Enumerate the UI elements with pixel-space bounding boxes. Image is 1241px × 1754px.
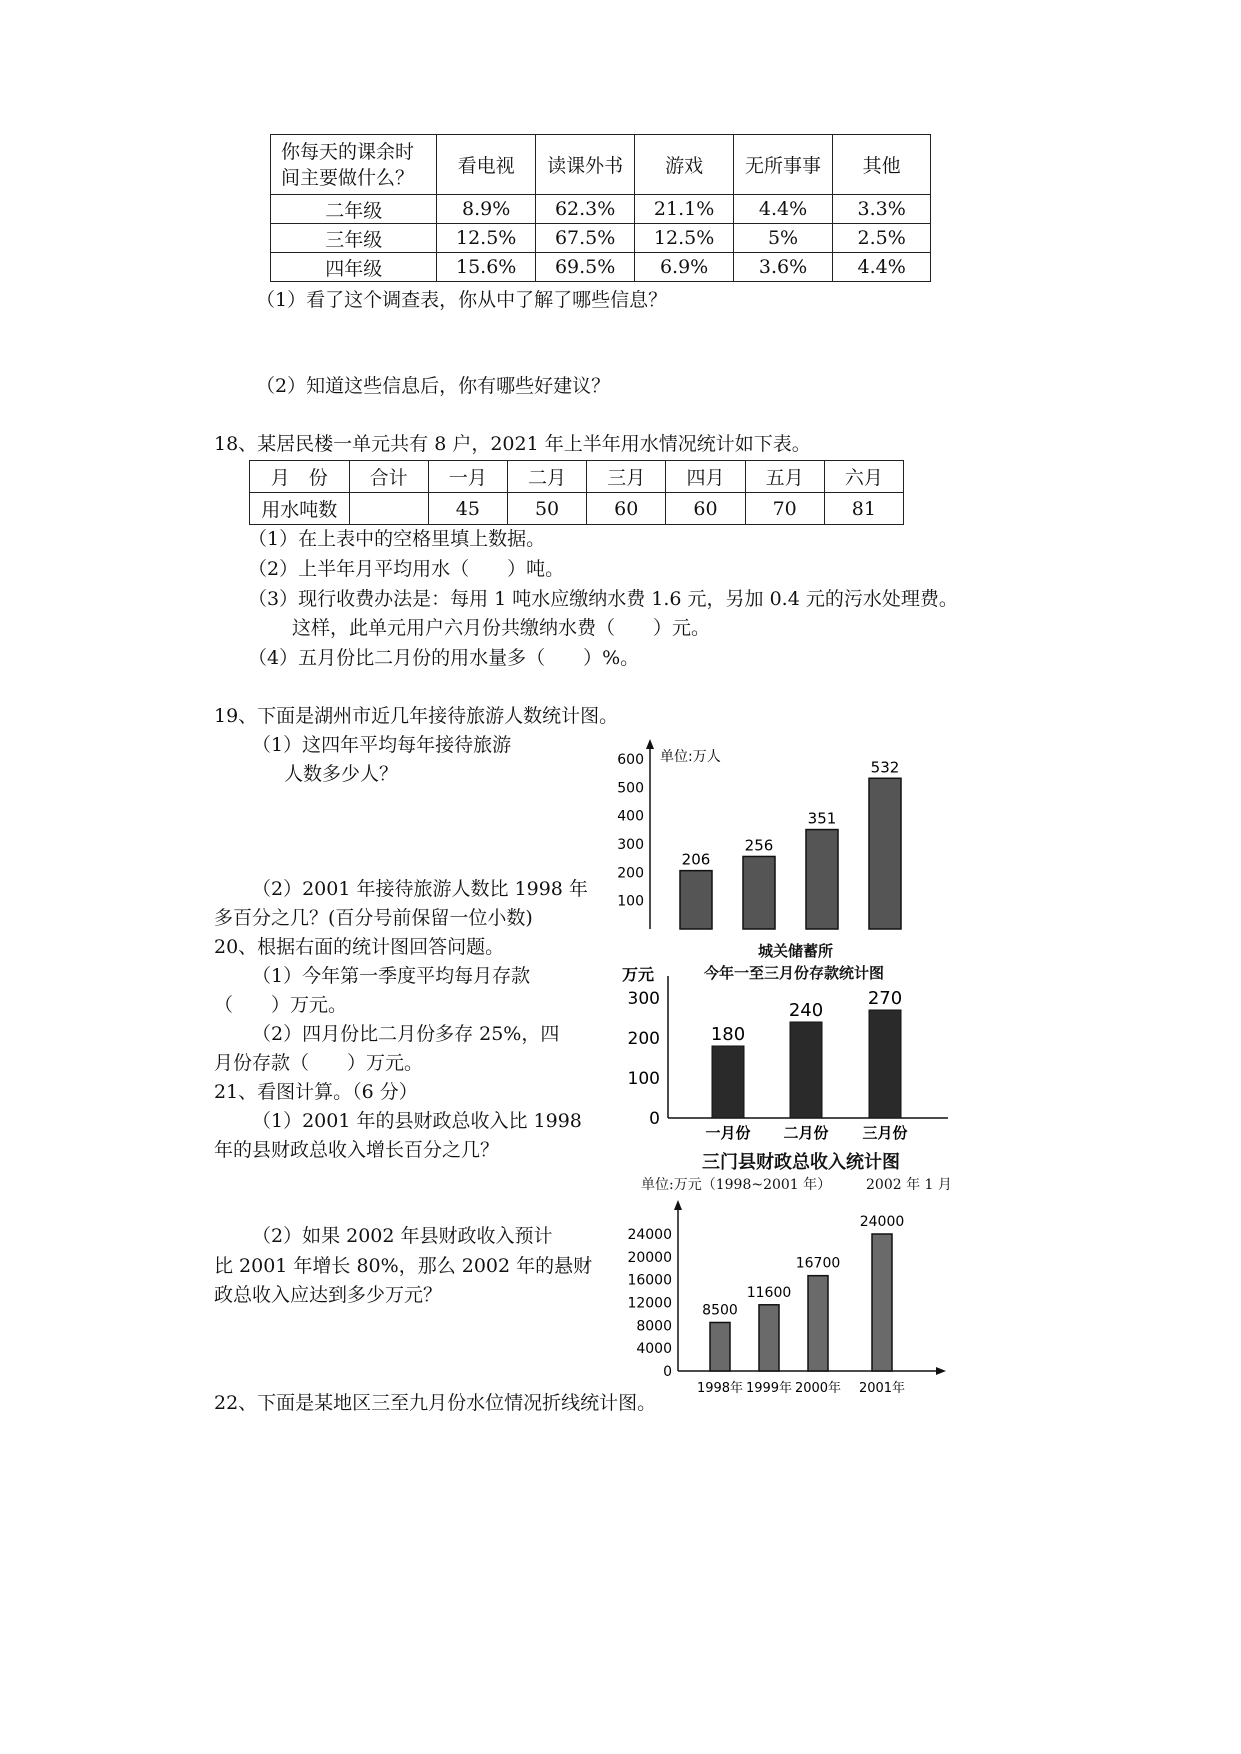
bar-data-label: 240	[788, 1000, 824, 1021]
table-cell: 3.6%	[733, 253, 832, 282]
table-cell: 4.4%	[833, 253, 931, 282]
chart2-title-line1: 城关储蓄所	[758, 942, 834, 960]
water-header-cell: 月 份	[250, 461, 350, 493]
chart2-title-line2: 今年一至三月份存款统计图	[704, 964, 885, 982]
table-cell: 62.3%	[535, 195, 634, 224]
table-cell: 4.4%	[733, 195, 832, 224]
x-tick-label: 1999年	[745, 1381, 793, 1396]
total-blank-cell[interactable]	[349, 493, 428, 525]
water-header-cell: 五月	[745, 461, 824, 493]
x-tick-label: 一月份	[705, 1124, 751, 1142]
bar	[710, 1322, 730, 1371]
y-tick-label: 4000	[636, 1341, 672, 1358]
y-tick-label: 12000	[627, 1295, 672, 1312]
survey-header-cell: 游戏	[635, 135, 733, 195]
survey-table	[270, 134, 931, 282]
bar-data-label: 11600	[746, 1284, 792, 1301]
q22-title: 22、下面是某地区三至九月份水位情况折线统计图。	[214, 1392, 657, 1414]
table-cell: 15.6%	[437, 253, 535, 282]
q20-sub2: （2）四月份比二月份多存 25%，四	[252, 1023, 560, 1045]
table-cell: 8.9%	[437, 195, 535, 224]
q21-sub2-cont2: 政总收入应达到多少万元？	[214, 1284, 443, 1306]
bar-data-label: 8500	[702, 1302, 738, 1319]
y-tick-label: 8000	[636, 1318, 672, 1335]
q19-sub2-cont: 多百分之几？(百分号前保留一位小数)	[214, 907, 533, 929]
y-axis-arrow-icon	[646, 739, 654, 749]
table-row	[250, 493, 904, 525]
table-cell: 三年级	[271, 224, 437, 253]
bar-data-label: 206	[681, 850, 711, 869]
water-table	[249, 460, 904, 525]
chart3-subtitle-right: 2002 年 1 月	[866, 1177, 952, 1193]
water-header-cell: 二月	[507, 461, 586, 493]
bar-data-label: 180	[710, 1024, 746, 1045]
y-tick-label: 600	[617, 752, 644, 768]
bar	[808, 1276, 828, 1371]
x-tick-label: 2001年	[858, 1381, 906, 1396]
q20-sub1: （1）今年第一季度平均每月存款	[252, 965, 531, 987]
table-row	[271, 253, 931, 282]
x-tick-label: 2000年	[794, 1381, 842, 1396]
bar-data-label: 532	[870, 758, 900, 777]
survey-header-cell: 看电视	[437, 135, 535, 195]
y-tick-label: 20000	[627, 1249, 672, 1266]
y-tick-label: 200	[627, 1029, 660, 1049]
y-tick-label: 400	[617, 808, 644, 825]
x-tick-label: 1998年	[696, 1381, 744, 1396]
q17-sub2: （2）知道这些信息后，你有哪些好建议？	[256, 375, 611, 397]
bar	[680, 871, 712, 929]
table-cell: 50	[507, 493, 586, 525]
table-cell: 四年级	[271, 253, 437, 282]
q19-sub1-cont: 人数多少人？	[284, 763, 399, 785]
bar	[869, 778, 901, 929]
q17-sub1: （1）看了这个调查表，你从中了解了哪些信息？	[256, 289, 668, 311]
water-header-cell: 一月	[428, 461, 507, 493]
bar	[806, 830, 838, 929]
x-axis-arrow-icon	[936, 1367, 946, 1375]
savings-bar-chart	[618, 962, 954, 1148]
table-row	[271, 195, 931, 224]
q19-sub1: （1）这四年平均每年接待旅游	[252, 734, 512, 756]
table-cell: 69.5%	[535, 253, 634, 282]
y-tick-label: 100	[617, 893, 644, 910]
table-cell: 12.5%	[437, 224, 535, 253]
water-header-cell: 三月	[587, 461, 666, 493]
q21-sub2: （2）如果 2002 年县财政收入预计	[252, 1225, 553, 1247]
table-cell: 45	[428, 493, 507, 525]
table-cell: 60	[587, 493, 666, 525]
table-cell: 70	[745, 493, 824, 525]
water-header-cell: 六月	[824, 461, 903, 493]
bar	[790, 1022, 822, 1118]
survey-header-cell: 其他	[833, 135, 931, 195]
table-cell: 12.5%	[635, 224, 733, 253]
table-cell: 6.9%	[635, 253, 733, 282]
q18-sub1: （1）在上表中的空格里填上数据。	[248, 528, 546, 550]
chart3-title: 三门县财政总收入统计图	[702, 1152, 900, 1173]
q20-sub1-cont: （ ）万元。	[214, 994, 348, 1016]
y-tick-label: 16000	[627, 1272, 672, 1289]
bar-data-label: 270	[867, 988, 903, 1009]
bar-data-label: 351	[807, 809, 837, 828]
x-tick-label: 三月份	[862, 1124, 908, 1142]
bar	[869, 1010, 901, 1118]
x-tick-label: 二月份	[783, 1124, 829, 1142]
revenue-bar-chart	[622, 1196, 952, 1400]
y-tick-label: 300	[617, 837, 644, 853]
y-tick-label: 200	[617, 865, 644, 882]
table-cell: 5%	[733, 224, 832, 253]
y-axis-arrow-icon	[674, 1200, 682, 1210]
q21-sub1: （1）2001 年的县财政总收入比 1998	[252, 1110, 582, 1132]
water-header-cell: 合计	[349, 461, 428, 493]
q18-sub3-cont: 这样，此单元用户六月份共缴纳水费（ ）元。	[292, 617, 711, 639]
survey-header-cell: 无所事事	[733, 135, 832, 195]
bar	[743, 856, 775, 929]
y-tick-label: 0	[649, 1109, 660, 1129]
bar	[759, 1305, 779, 1371]
y-tick-label: 100	[627, 1069, 660, 1089]
q18-sub2: （2）上半年月平均用水（ ）吨。	[248, 558, 565, 580]
y-tick-label: 500	[617, 780, 644, 797]
bar-data-label: 256	[744, 836, 774, 855]
bar-data-label: 16700	[795, 1255, 841, 1272]
bar	[872, 1234, 892, 1371]
bar-data-label: 24000	[859, 1214, 905, 1230]
q20-title: 20、根据右面的统计图回答问题。	[214, 936, 505, 958]
unit-label: 单位:万人	[660, 749, 721, 765]
y-tick-label: 0	[663, 1364, 672, 1380]
q21-title: 21、看图计算。（6 分）	[214, 1081, 418, 1103]
q19-title: 19、下面是湖州市近几年接待旅游人数统计图。	[214, 705, 619, 727]
bar	[712, 1046, 744, 1118]
table-cell: 60	[666, 493, 745, 525]
y-unit-label: 万元	[622, 965, 655, 984]
q19-sub2: （2）2001 年接待旅游人数比 1998 年	[252, 878, 588, 900]
table-cell: 用水吨数	[250, 493, 350, 525]
table-cell: 81	[824, 493, 903, 525]
q18-sub3: （3）现行收费办法是：每用 1 吨水应缴纳水费 1.6 元，另加 0.4 元的污水处理费。	[248, 588, 958, 610]
q20-sub2-cont: 月份存款（ ）万元。	[214, 1052, 424, 1074]
y-tick-label: 24000	[627, 1227, 672, 1243]
tourism-bar-chart	[612, 735, 952, 935]
q21-sub2-cont: 比 2001 年增长 80%，那么 2002 年的悬财	[214, 1255, 593, 1277]
survey-header-question: 你每天的课余时 间主要做什么？	[271, 135, 437, 195]
table-cell: 2.5%	[833, 224, 931, 253]
table-cell: 3.3%	[833, 195, 931, 224]
y-tick-label: 300	[627, 989, 660, 1009]
table-cell: 67.5%	[535, 224, 634, 253]
chart3-subtitle-left: 单位:万元（1998~2001 年）	[641, 1177, 832, 1193]
q18-sub4: （4）五月份比二月份的用水量多（ ）%。	[248, 647, 640, 669]
water-header-cell: 四月	[666, 461, 745, 493]
q21-sub1-cont: 年的县财政总收入增长百分之几？	[214, 1139, 500, 1161]
q18-title: 18、某居民楼一单元共有 8 户，2021 年上半年用水情况统计如下表。	[214, 433, 811, 455]
table-cell: 二年级	[271, 195, 437, 224]
survey-header-cell: 读课外书	[535, 135, 634, 195]
table-cell: 21.1%	[635, 195, 733, 224]
table-row	[271, 224, 931, 253]
